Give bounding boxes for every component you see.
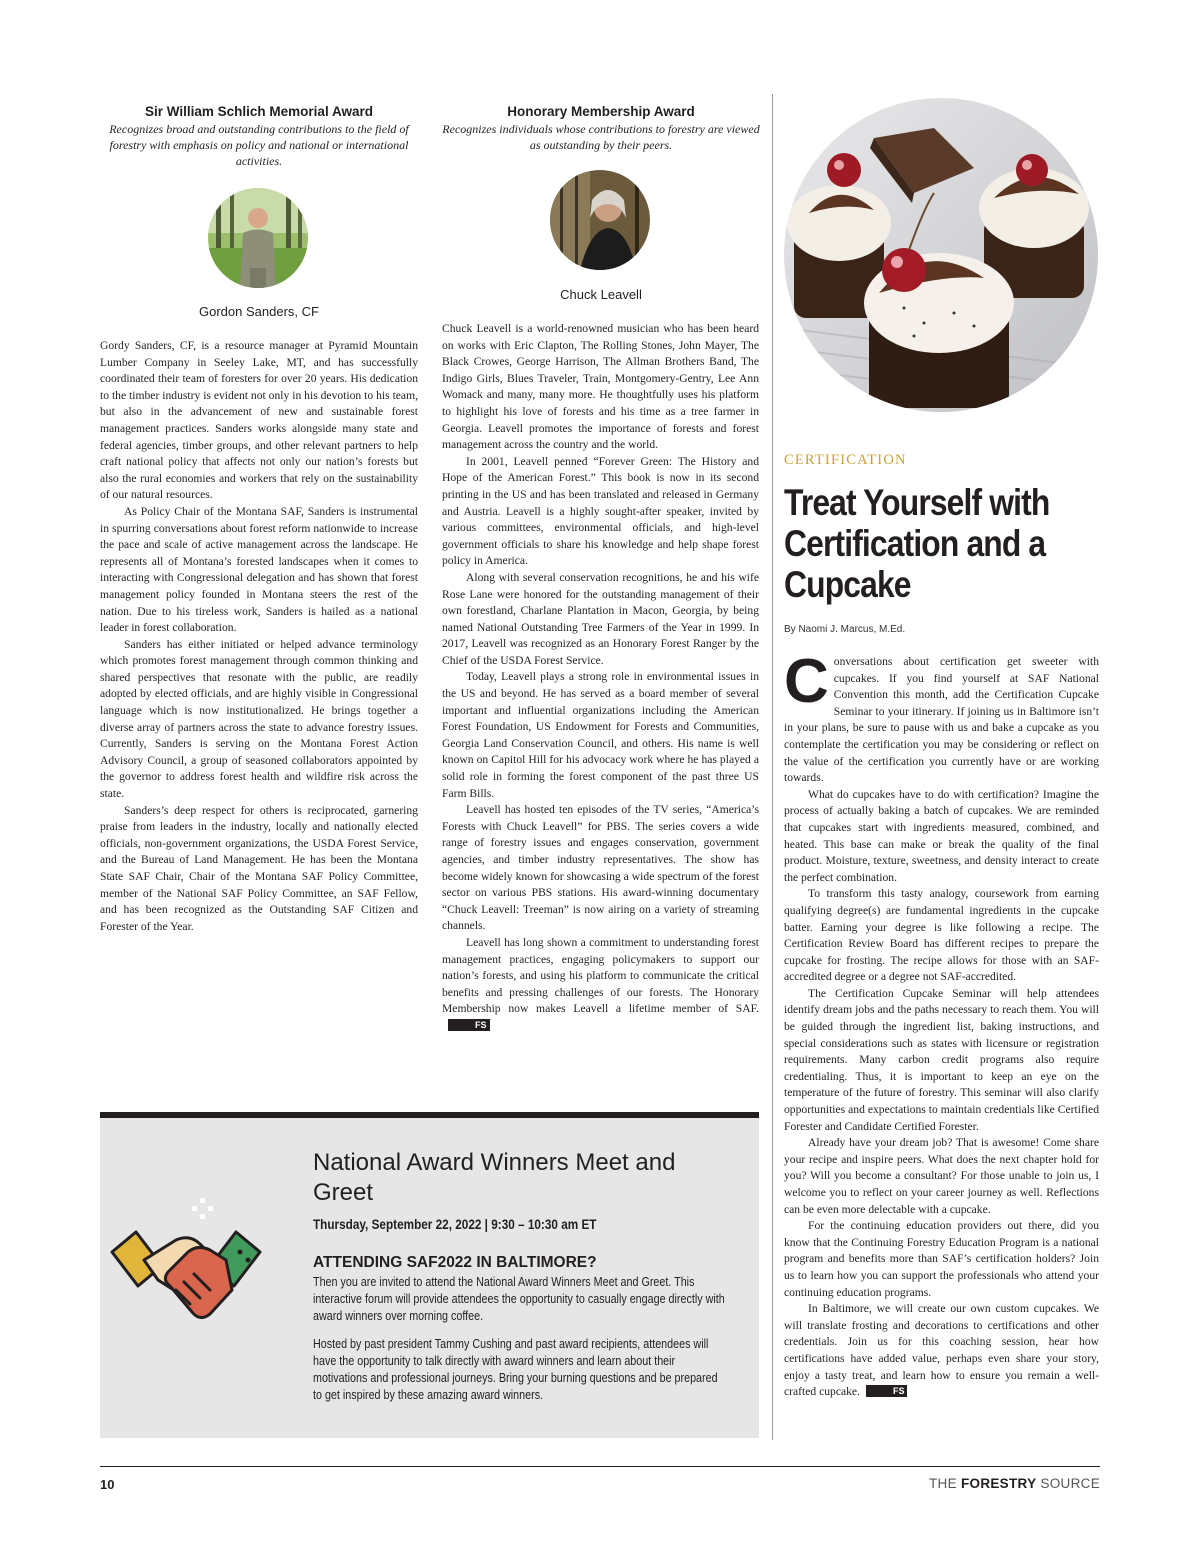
fs-end-mark-icon: FS <box>448 1019 490 1031</box>
middle-award-title: Honorary Membership Award <box>507 104 695 119</box>
article-body <box>784 647 1099 1401</box>
article-paragraph <box>784 1301 1099 1401</box>
left-paragraph: As Policy Chair of the Montana SAF, Sanders is instrumental in spurring conversations about forest reform nationwide to increase the pace and scale of active management across the landscape. He represents all of Montana’s forested landscapes when it comes to interacting with Congressional delegation and has shown that forest management policy founded in Montana steers the rest of the nation. Due to his tireless work, Sanders is hailed as a national leader in forest collaboration. <box>100 504 418 635</box>
middle-paragraph: Leavell has hosted ten episodes of the TV series, “America’s Forests with Chuck Leavell” for PBS. The series covers a wide range of forestry issues and engages conservation, government agencies, and timber industry representatives. The show has become widely known for showcasing a wide spectrum of the forest sector on various PBS stations. His award-winning documentary “Chuck Leavell: Treeman” is now airing on a variety of streaming channels. <box>442 803 759 933</box>
article-first-paragraph <box>784 647 1099 787</box>
middle-paragraph: Along with several conservation recognitions, he and his wife Rose Lane were honored for the outstanding management of their own forestland, Charlane Plantation in Macon, Georgia, by being named National Outstanding Tree Farmers of the Year in 1999. In 2017, Leavell was recognized as an Honorary Forest Ranger by the Chief of the USDA Forest Service. <box>442 570 759 667</box>
left-award-body <box>100 338 418 935</box>
gordon-sanders-photo <box>208 188 308 288</box>
left-paragraph: Sanders’s deep respect for others is reciprocated, garnering praise from leaders in the industry, locally and nationally elected officials, non-government organizations, the USDA Forest Service, and the Bureau of Land Management. He has been the Montana State SAF Chair, Chair of the Montana SAF Policy Committee, member of the National SAF Policy Committee, an SAF Fellow, and has been recognized as the Outstanding SAF Citizen and Forester of the Year. <box>100 803 418 933</box>
middle-paragraph: In 2001, Leavell penned “Forever Green: The History and Hope of the American Forest.” This book is now in its second printing in the US and has been translated and released in Germany and Austria. Leavell is a highly sought-after speaker, invited by various committees, environmental officials, and high-level government officials to share his knowledge and help shape forest policy in America. <box>442 454 759 568</box>
left-winner-name: Gordon Sanders, CF <box>199 304 319 319</box>
promo-paragraph: Hosted by past president Tammy Cushing and past award recipients, attendees will have the opportunity to talk directly with award winners and learn about their motivations and professional journeys. Bring your burning questions and be prepared to get inspired by these amazing award winners. <box>313 1337 718 1402</box>
promo-title: National Award Winners Meet and Greet <box>313 1149 676 1206</box>
promo-subhead: ATTENDING SAF2022 IN BALTIMORE? <box>313 1254 597 1271</box>
middle-award-body <box>442 321 759 1035</box>
middle-winner-name: Chuck Leavell <box>560 287 642 302</box>
promo-top-bar <box>100 1112 759 1118</box>
article-kicker: CERTIFICATION <box>784 452 907 468</box>
middle-paragraph: Chuck Leavell is a world-renowned musician who has been heard on works with Eric Clapton, The Rolling Stones, John Mayer, The Black Crowes, George Harrison, The Allman Brothers Band, The Indigo Girls, Blues Traveler, Train, Montgomery-Gentry, Lee Ann Womack and many, many more. He thoughtfully uses his platform to highlight his love of forests and his time as a tree farmer in Georgia. Leavell promotes the importance of forests and forest management across the country and the world. <box>442 322 759 452</box>
footer-rule <box>100 1466 1100 1467</box>
page-number: 10 <box>100 1477 115 1492</box>
left-award-header <box>100 104 418 169</box>
left-paragraph: Sanders has either initiated or helped advance terminology which promotes forest management through common thinking and shared perspectives that resonate with the public, are readily adopted by elected officials, and are highly visible in Congressional language which is now institutionalized. He brings together a diverse array of partners across the state to advance forestry issues. Currently, Sanders is serving on the Montana Forest Action Advisory Council, a group of seasoned collaborators appointed by the governor to address forest health and wildfire risk across the state. <box>100 637 418 801</box>
article-last-paragraph-text: In Baltimore, we will create our own custom cupcakes. We will translate frosting and decorations to certifications and other credentials. Join us for this coaching session, hear how certifications have added value, perhaps even share your story, enjoy a tasty treat, and learn how to ensure you remain a well-crafted cupcake. <box>784 1302 1099 1399</box>
middle-paragraph <box>442 935 759 1035</box>
magazine-name <box>929 1476 1100 1491</box>
handshake-icon <box>106 1194 266 1334</box>
middle-award-description: Recognizes individuals whose contributions to forestry are viewed as outstanding by their peers. <box>442 122 760 152</box>
article-paragraph: What do cupcakes have to do with certification? Imagine the process of actually baking a batch of cupcakes. We are reminded that cupcakes start with ingredients measured, combined, and heated. This base can make or break the quality of the final product. Moisture, texture, sweetness, and density interact to create the perfect combination. <box>784 787 1099 884</box>
chuck-leavell-photo <box>550 170 650 270</box>
middle-award-header <box>442 104 760 153</box>
magazine-name-bold: FORESTRY <box>960 1476 1037 1491</box>
magazine-name-post: SOURCE <box>1040 1476 1100 1491</box>
article-headline: Treat Yourself with Certification and a Cupcake <box>784 482 1050 605</box>
left-award-title: Sir William Schlich Memorial Award <box>145 104 373 119</box>
article-byline: By Naomi J. Marcus, M.Ed. <box>784 624 906 635</box>
promo-paragraph: Then you are invited to attend the National Award Winners Meet and Greet. This interactive forum will provide attendees the opportunity to casually engage directly with award winners over morning coffee. <box>313 1275 725 1323</box>
left-paragraph: Gordy Sanders, CF, is a resource manager at Pyramid Mountain Lumber Company in Seeley Lake, MT, and has successfully coordinated their team of foresters for over 20 years. His dedication to the timber industry is evident not only in his devotion to his team, but also in the advancement of new and sustainable forest management practices. Sanders works alongside many state and federal agencies, timber groups, and other relevant partners to help craft national policy that affects not only our nation’s forests but also the rural economies and workers that rely on the sustainability of our natural resources. <box>100 339 418 502</box>
article-paragraph: The Certification Cupcake Seminar will help attendees identify dream jobs and the paths necessary to reach them. You will be guided through the ingredient list, baking instructions, and special considerations such as states with licensure or registration requirements. Many carbon credit programs also require credentialing. Thus, it is important to keep an eye on the temperature of the future of forestry. This seminar will also clarify opportunities and expectations to maintain credentials like Certified Forester and Candidate Certified Forester. <box>784 986 1099 1133</box>
fs-end-mark-icon: FS <box>866 1385 908 1397</box>
article-paragraph: To transform this tasty analogy, coursework from earning qualifying degree(s) are fundamental ingredients in the cupcake batter. Earning your degree is like following a recipe. The Certification Review Board has different recipes to prepare the cupcake for frosting. The recipe allows for those with an SAF-accredited degree or a degree not SAF-accredited. <box>784 887 1099 984</box>
left-award-description: Recognizes broad and outstanding contributions to the field of forestry with emphasis on policy and national or international activities. <box>109 122 409 168</box>
promo-date: Thursday, September 22, 2022 | 9:30 – 10:30 am ET <box>313 1216 597 1232</box>
article-first-paragraph-text: onversations about certification get sweeter with cupcakes. If you find yourself at SAF National Convention this month, add the Certification Cupcake Seminar to your itinerary. If joining us in Baltimore isn’t in your plans, be sure to pause with us and bake a cupcake as you contemplate the certification you may be considering or reflect on the value of the certification you currently have or are working towards. <box>784 655 1099 785</box>
meet-and-greet-promo <box>100 1112 759 1438</box>
column-divider <box>772 94 773 1440</box>
article-paragraph: For the continuing education providers out there, did you know that the Continuing Forestry Education Program is a national program and benefits more than SAF’s certification holders? Join us to learn how you can support the professionals who attend your continuing education programs. <box>784 1219 1099 1299</box>
magazine-name-pre: THE <box>929 1476 957 1491</box>
cupcake-photo <box>784 98 1098 412</box>
article-paragraph: Already have your dream job? That is awesome! Come share your recipe and inspire peers. What does the next chapter hold for you? Will you become a consultant? For those unable to join us, I welcome you to reflect on your career journey as well. Reflections can be even more delectable with a cupcake. <box>784 1136 1099 1216</box>
middle-last-paragraph-text: Leavell has long shown a commitment to understanding forest management practices, engaging policymakers to support our nation’s forests, and using his platform to communicate the critical benefits and pressing challenges of our forests. The Honorary Membership now makes Leavell a lifetime member of SAF. <box>442 935 759 1016</box>
middle-paragraph: Today, Leavell plays a strong role in environmental issues in the US and beyond. He has served as a board member of several important and influential organizations including the American Forest Foundation, US Endowment for Forests and Communities, Georgia Land Conservation Council, and others. His name is well known on Capitol Hill for his advocacy work where he has played a solid role in forming the forest component of the past three US Farm Bills. <box>442 670 759 800</box>
drop-cap: C <box>784 647 829 716</box>
